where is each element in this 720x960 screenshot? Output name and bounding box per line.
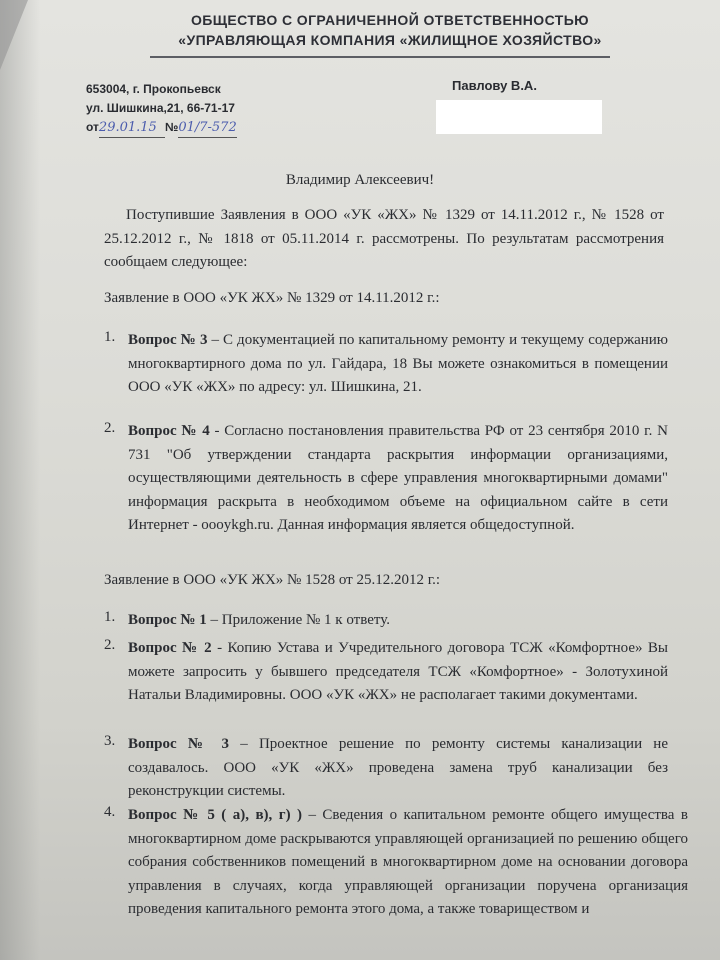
list-item xyxy=(128,733,668,804)
list-item-marker: 4. xyxy=(104,804,116,820)
list-item xyxy=(128,804,688,922)
ref-no-label: № xyxy=(164,120,179,134)
answer-text: – С документацией по капитальному ремонту и текущему содержанию многоквартирного дома по ул. Гайдара, 18 Вы можете ознакомиться в помещении ООО «УК «ЖХ» по адресу: ул. Шишкина, 21. xyxy=(128,332,668,395)
question-label: Вопрос № 5 ( а), в), г) ) xyxy=(128,807,303,823)
question-label: Вопрос № 3 xyxy=(128,332,208,348)
list-item xyxy=(128,329,668,400)
question-label: Вопрос № 1 xyxy=(128,612,207,628)
list-item xyxy=(128,420,668,538)
section-heading: Заявление в ООО «УК ЖХ» № 1528 от 25.12.2012 г.: xyxy=(104,572,441,588)
list-item-marker: 2. xyxy=(104,420,116,436)
greeting: Владимир Алексеевич! xyxy=(285,172,435,188)
answer-text: – Сведения о капитальном ремонте общего имущества в многоквартирном доме раскрываются управляющей организацией по решению общего собрания собственников помещений в многоквартирном доме на основании договора управления в случаях, когда управляющей организации поручена организация проведения капитального ремонта этого дома, а также товариществом и xyxy=(128,807,688,917)
list-item-marker: 3. xyxy=(104,733,116,749)
ref-prefix: от xyxy=(86,120,99,134)
question-label: Вопрос № 2 xyxy=(128,640,212,656)
org-name-line1: ОБЩЕСТВО С ОГРАНИЧЕННОЙ ОТВЕТСТВЕННОСТЬЮ xyxy=(191,12,589,28)
org-name-line2: «УПРАВЛЯЮЩАЯ КОМПАНИЯ «ЖИЛИЩНОЕ ХОЗЯЙСТВО» xyxy=(178,32,602,48)
ref-number-handwritten: 01/7-572 xyxy=(178,118,236,138)
question-label: Вопрос № 4 xyxy=(128,423,210,439)
intro-paragraph: Поступившие Заявления в ООО «УК «ЖХ» № 1329 от 14.11.2012 г., № 1528 от 25.12.2012 г., № 1818 от 05.11.2014 г. рассмотрены. По результатам рассмотрения сообщаем следующее: xyxy=(104,207,664,270)
answer-text: – Приложение № 1 к ответу. xyxy=(206,612,390,628)
ref-date-handwritten: 29.01.15 xyxy=(99,118,165,138)
recipient-name: Павлову В.А. xyxy=(452,78,537,93)
answer-text: – Проектное решение по ремонту системы канализации не создавалось. ООО «УК «ЖХ» проведена замена труб канализации без реконструкции системы. xyxy=(128,736,668,799)
list-item-marker: 1. xyxy=(104,329,116,345)
sender-address-line1: 653004, г. Прокопьевск xyxy=(86,82,221,96)
list-item xyxy=(128,637,668,708)
question-label: Вопрос № 3 xyxy=(128,736,230,752)
answer-text: - Согласно постановления правительства РФ от 23 сентября 2010 г. N 731 "Об утверждении стандарта раскрытия информации организациями, осуществляющими деятельность в сфере управления многоквартирными домами" информация раскрыта в необходимом объеме на официальном сайте в сети Интернет - oooykgh.ru. Данная информация является общедоступной. xyxy=(128,423,668,533)
list-item-marker: 1. xyxy=(104,609,116,625)
answer-text: - Копию Устава и Учредительного договора ТСЖ «Комфортное» Вы можете запросить у бывшего председателя ТСЖ «Комфортное» - Золотухиной Натальи Владимировны. ООО «УК «ЖХ» не располагает такими документами. xyxy=(128,640,668,703)
list-item-marker: 2. xyxy=(104,637,116,653)
section-heading: Заявление в ООО «УК ЖХ» № 1329 от 14.11.2012 г.: xyxy=(104,290,440,306)
sender-address-line2: ул. Шишкина,21, 66-71-17 xyxy=(86,101,235,115)
list-item xyxy=(128,609,668,633)
